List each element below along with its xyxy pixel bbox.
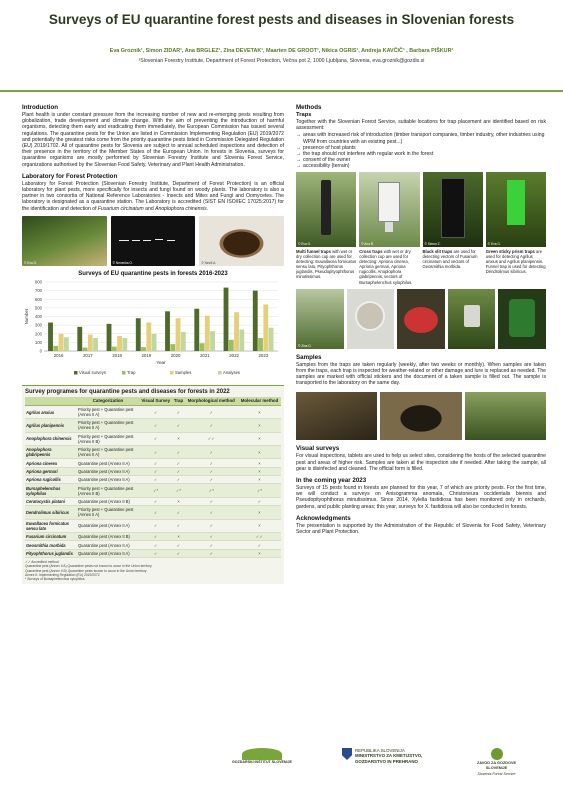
table-cell: Agrilus planipennis (25, 419, 77, 432)
bar-trap (200, 343, 205, 351)
table-cell: ✓ (172, 549, 184, 557)
lab-text: Laboratory for Forest Protection (Slovenian Forestry Institute, Department of Forest Protection) is an official laboratory for plant pests, more specifically for insects and fungi found on woody plants. The laboratory is also a partner in two consortia of National Reference Laboratories - Insects and Mites and Fungi and Oomycetes. The laboratory is designated as a quarantine station. The Laboratory is accredited (SIST EN ISO/IEC 17025:2017) for the identification and detection of Fusarium circinatum and Anoplophora chinensis. (22, 180, 284, 212)
bar-visual-surveys (165, 311, 170, 351)
bar-trap (141, 347, 146, 351)
table-cell: Apriona germari (25, 467, 77, 475)
table-cell: × (238, 476, 281, 484)
lab-photo-beetle: © Nevill A. (199, 216, 284, 266)
trap-green-prism: © Eva G. Green sticky prism traps are used for detecting Agrilus anxius and Agrilus planipennis. Funnel trap is used for detecting Dendrolimus sibiricus. (486, 172, 546, 285)
bar-visual-surveys (77, 327, 82, 351)
legend-label: Samples (175, 369, 192, 375)
trap-black-slit: © Simon Z. Black slit traps are used for detecting vectors of Fusarium circinatum and vectors of Geosmithia morbida. (423, 172, 483, 285)
table-header: Morphological method (185, 397, 238, 406)
bar-visual-surveys (136, 318, 141, 351)
x-tick-label: 2021 (199, 352, 210, 358)
bar-analyses (181, 332, 186, 351)
intro-text: Plant health is under constant pressure from the increasing number of new and re-emerging pests resulting from globalization, trade development and climate change. With the aim of preventing the introduction of harmful organisms, detecting them early and eradicating them immediately, the European Commission has issued several regulations. The quarantine pests for the Union are listed in Commission Implementing Regulation (EU) 2019/2072 and potentially the greatest risks come from the priority quarantine pests listed in Commission Delegated Regulation (EU) 2019/1702. All of quarantine pests for Slovenia are subject to annual scheduled inspections and detection of their presence in the territory of the Member States of the European Union. In forests in Slovenia, surveys for quarantine organisms are mostly performed by Slovenian Forestry Institute and Slovenia Forest Service, organizations authorised by the Slovenian Food Safety, Veterinary and Plant Health Administration. (22, 112, 284, 168)
table-cell: Ceratocystis platani (25, 497, 77, 505)
table-cell: ✓ (238, 497, 281, 505)
x-tick-label: 2022 (229, 352, 240, 358)
table-cell: Quarantine pest (Annex II A) (77, 541, 139, 549)
table-cell: ✓✓ (185, 432, 238, 445)
authors: Eva Groznik¹, Simon ZIDAR¹, Ana BRGLEZ¹, Zina DEVETAK¹, Maarten DE GROOT¹, Nikica OGRIS¹, Andreja KAVČIČ¹ , Barbara PIŠKUR¹ (109, 48, 454, 54)
table-cell: ✓ (139, 532, 172, 540)
y-tick-label: 500 (35, 305, 42, 311)
y-tick-label: 600 (35, 296, 42, 302)
table-cell: Anoplophora glabripennis (25, 445, 77, 458)
x-tick-label: 2016 (53, 352, 64, 358)
trap-multifunnel: © Eva G. Multi funnel traps with wet or dry collection cup are used for detecting: Euwallacea fornicatus sensu lato, Pityophthorus juglandis, Pseudopityophthorus minutissimus. (296, 172, 356, 285)
table-cell: ✓ (185, 519, 238, 532)
footer-logos (22, 742, 541, 792)
table-cell: Priority pest + Quarantine pest (Annex II A) (77, 506, 139, 519)
photo-stump (380, 392, 461, 440)
bullet-item: → the trap should not interfere with regular work in the forest (296, 151, 546, 157)
photo-trap-forest: © Zina D. (296, 289, 344, 349)
y-tick-label: 200 (35, 331, 42, 337)
table-cell: ✓ (185, 405, 238, 418)
bar-analyses (269, 328, 274, 351)
table-cell: × (172, 532, 184, 540)
table-cell: ✓ (139, 519, 172, 532)
x-tick-label: 2018 (112, 352, 123, 358)
table-cell: ✓ (172, 541, 184, 549)
table-cell: ✓ (139, 549, 172, 557)
table-row (25, 432, 281, 445)
table-cell: ✓ (172, 445, 184, 458)
lab-heading: Laboratory for Forest Protection (22, 172, 118, 180)
forest-service-icon (491, 748, 503, 760)
table-cell: ✓ (185, 467, 238, 475)
left-column (22, 104, 284, 584)
ministry-logo: REPUBLIKA SLOVENIJA MINISTRSTVO ZA KMETIJSTVO, GOZDARSTVO IN PREHRANO (342, 748, 422, 764)
table-cell: Priority pest + Quarantine pest (Annex II B) (77, 432, 139, 445)
trap-cross: © Ana B. Cross traps with wet or dry collection cup are used for detecting: Apriona cinerea, Apriona germari, Apriona rugicollis, Anoplophora glabripennis, vectors of Bursaphelenchus xylophilus. (359, 172, 419, 285)
table-cell: ✓ (185, 506, 238, 519)
table-cell: ✓✓ (238, 532, 281, 540)
photo-cup-forest (448, 289, 496, 349)
coming-text: Surveys of 15 pests found in forests are planned for this year, 7 of which are priority pests. For the first time, we will conduct a surveys on Anisogramma anomala, Christoneura occidentalis biennis and Pseudopityophthorus minutissimus. Since 2014, Xylella fastidiosa has been monitored only in orchards, gardens, and public planting areas; this year, surveys for X. fastidiosa will also be conducted in forests. (296, 485, 546, 510)
y-tick-label: 300 (35, 322, 42, 328)
bar-analyses (152, 334, 157, 351)
table-title: Survey programes for quarantine pests and diseases for forests in 2022 (25, 388, 230, 395)
table-cell: ✓ (172, 459, 184, 467)
table-cell: Priority pest + Quarantine pest (Annex II A) (77, 445, 139, 458)
bar-visual-surveys (253, 290, 258, 350)
traps-text: Together with the Slovenian Forest Service, suitable locations for trap placement are identified based on risk assessment: (296, 119, 546, 132)
bar-samples (263, 304, 268, 351)
table-cell: × (238, 432, 281, 445)
table-row (25, 506, 281, 519)
coming-heading: In the coming year 2023 (296, 477, 367, 485)
table-cell: ✓ (185, 532, 238, 540)
chart-svg (22, 279, 284, 379)
table-cell: ✓ (139, 432, 172, 445)
right-column (296, 104, 546, 540)
table-cell: Apriona rugicollis (25, 476, 77, 484)
table-cell: ✓ (238, 541, 281, 549)
coat-of-arms-icon (342, 748, 352, 760)
table-cell: Quarantine pest (Annex II A) (77, 467, 139, 475)
bar-analyses (64, 337, 69, 351)
table-cell: ✓ (185, 419, 238, 432)
bar-analyses (122, 338, 127, 351)
traps-bullets (296, 132, 546, 169)
y-axis-label: Number (24, 308, 29, 325)
bar-analyses (93, 338, 98, 351)
legend-swatch (122, 371, 126, 375)
visual-section (296, 445, 546, 472)
table-cell: ✓ (185, 549, 238, 557)
table-cell: × (238, 549, 281, 557)
table-cell: ✓ (139, 419, 172, 432)
poster-title: Surveys of EU quarantine forest pests and diseases in Slovenian forests (48, 12, 515, 27)
lab-section (22, 173, 284, 266)
bar-visual-surveys (224, 287, 229, 350)
forest-service-logo: ZAVOD ZA GOZDOVE SLOVENIJE Slovenia Forest Service (477, 748, 516, 777)
bar-trap (258, 338, 263, 351)
sample-photos (296, 289, 546, 349)
table-cell: Anoplophora chinensis (25, 432, 77, 445)
bar-samples (234, 312, 239, 351)
x-tick-label: 2017 (82, 352, 93, 358)
ack-text: The presentation is supported by the Administration of the Republic of Slovenia for Food Safety, Veterinary Sector and Plant Protection. (296, 522, 546, 536)
bar-samples (88, 334, 93, 350)
surveys-chart (22, 271, 284, 379)
table-cell: Quarantine pest (Annex II A) (77, 459, 139, 467)
table-cell: × (172, 432, 184, 445)
gozdis-logo-icon (242, 748, 282, 760)
table-cell: Bursaphelenchus xylophilus (25, 484, 77, 497)
legend-swatch (170, 371, 174, 375)
table-cell: ✓* (185, 484, 238, 497)
table-cell: ✓ (139, 467, 172, 475)
table-cell: ✓ (185, 476, 238, 484)
table-row (25, 519, 281, 532)
table-cell: ✓ (172, 419, 184, 432)
table-row (25, 497, 281, 505)
y-tick-label: 0 (39, 348, 42, 354)
table-row (25, 541, 281, 549)
lab-photos (22, 216, 284, 266)
y-tick-label: 100 (35, 339, 42, 345)
table-cell: × (172, 497, 184, 505)
table-cell: Priority pest + Quarantine pest (Annex II A) (77, 405, 139, 418)
table-cell: ✓ (139, 405, 172, 418)
table-row (25, 459, 281, 467)
methods-section (296, 104, 546, 349)
table-cell: × (238, 459, 281, 467)
table-header: Trap (173, 398, 184, 404)
photo-sampling-tree (465, 392, 546, 440)
table-cell: Agrilus anxius (25, 405, 77, 418)
methods-heading: Methods (296, 104, 322, 111)
bullet-item: → presence of host plants (296, 145, 546, 151)
table-cell: × (238, 506, 281, 519)
table-row (25, 484, 281, 497)
bar-trap (83, 347, 88, 350)
table-cell: ✓ (139, 541, 172, 549)
affiliation: ¹Slovenian Forestry Institute, Department of Forest Protection, Večna pot 2, 1000 Ljubljana, Slovenia, eva.groznik@gozdis.si (138, 58, 425, 64)
table-header: Visual Survey (139, 397, 172, 406)
table-cell: ✓ (139, 476, 172, 484)
poster-header (0, 0, 563, 92)
bar-samples (117, 336, 122, 351)
table-cell: ✓ (185, 459, 238, 467)
visual-photos (296, 392, 546, 440)
table-cell: Pityophthorus juglandis (25, 549, 77, 557)
table-cell: Dendrolimus sibiricus (25, 506, 77, 519)
table-row (25, 467, 281, 475)
table-cell: × (238, 445, 281, 458)
bar-trap (53, 346, 58, 351)
samples-text: Samples from the traps are taken regularly (weekly, after two weeks or monthly). When samples are taken from the traps, each trap is inspected for weather-related or other damage and lure is replaced as needed. The samples are marked with official stickers and the document of a taken sample is filled out. The sample is transported to the laboratory on the same day. (296, 361, 546, 387)
legend-label: Trap (127, 369, 136, 375)
table-cell: ✓ (185, 497, 238, 505)
survey-table-box (22, 385, 284, 584)
table-cell: Quarantine pest (Annex II A) (77, 549, 139, 557)
y-tick-label: 400 (35, 313, 42, 319)
legend-swatch (74, 371, 78, 375)
bar-trap (229, 340, 234, 351)
coming-section (296, 477, 546, 510)
table-cell: ✓ (185, 445, 238, 458)
y-tick-label: 800 (35, 279, 42, 285)
bar-samples (146, 322, 151, 350)
samples-section (296, 354, 546, 441)
legend-swatch (218, 371, 222, 375)
ack-section (296, 515, 546, 535)
legend-label: Analyses (223, 369, 240, 375)
table-cell: ✓* (172, 484, 184, 497)
photo-green-trap (498, 289, 546, 349)
photo-sample-jar (397, 289, 445, 349)
chart-title: Surveys of EU quarantine pests in forests 2016-2023 (78, 270, 228, 277)
bar-samples (176, 318, 181, 351)
photo-bark (296, 392, 377, 440)
table-cell: × (238, 519, 281, 532)
bar-visual-surveys (48, 322, 53, 350)
lab-photo-gel: © Nevenka O. (111, 216, 196, 266)
survey-table (25, 397, 281, 558)
table-cell: Geosmithia morbida (25, 541, 77, 549)
table-cell: Apriona cinerea (25, 459, 77, 467)
lab-photo-sampling: © Eva G. (22, 216, 107, 266)
table-cell: × (238, 405, 281, 418)
bullet-item: → areas with increased risk of introduction (timber transport companies, timber industry, other industries using WPM from countries with an existing pest...) (296, 132, 546, 144)
table-notes: ✓✓ Accredited method Quarantine pest (Annex II A) Quarantine pests not known to occur in the Union territory Quarantine pest (Annex II B) Quarantine pests known to occur in the Union territory Annex II: Implementing Regulation (EU) 2019/2072 * Surveys of Bursaphelenchus xylophilus (25, 560, 152, 581)
table-cell: ✓ (139, 506, 172, 519)
trap-photos (296, 172, 546, 285)
table-header: Categorization (77, 397, 139, 406)
table-row (25, 532, 281, 540)
table-row (25, 405, 281, 418)
x-tick-label: 2020 (170, 352, 181, 358)
table-cell: × (238, 467, 281, 475)
ack-heading: Acknowledgments (296, 514, 351, 522)
table-row (25, 445, 281, 458)
table-cell: Fusarium circinatum (25, 532, 77, 540)
intro-heading: Introduction (22, 104, 59, 111)
bar-analyses (210, 331, 215, 351)
table-cell: ✓ (139, 445, 172, 458)
table-row (25, 549, 281, 557)
table-cell: ✓ (172, 405, 184, 418)
table-header: Molecular method (238, 397, 281, 406)
y-tick-label: 700 (35, 287, 42, 293)
table-cell: ✓ (185, 541, 238, 549)
x-tick-label: 2019 (141, 352, 152, 358)
table-cell: Priority pest + Quarantine pest (Annex II B) (77, 484, 139, 497)
table-cell: Euwallacea fornicatus sensu lato (25, 519, 77, 532)
table-cell: Quarantine pest (Annex II B) (77, 497, 139, 505)
photo-collection-cup (347, 289, 395, 349)
bar-analyses (239, 329, 244, 351)
visual-text: For visual inspections, tablets are used to help us select sites, considering the hosts of the selected quarantine pest and areas of higher risk. Samples are taken at the inspection site if needed. After taking the sample, all gear is disinfected and cleaned. The official form is filled. (296, 453, 546, 472)
intro-section (22, 104, 284, 168)
table-cell: Quarantine pest (Annex II A) (77, 519, 139, 532)
traps-heading: Traps (296, 112, 312, 118)
bullet-item: → accessibility (terrain) (296, 163, 546, 169)
bar-trap (112, 347, 117, 351)
table-cell: Quarantine pest (Annex II A) (77, 476, 139, 484)
table-cell: ✓* (238, 484, 281, 497)
samples-heading: Samples (296, 353, 322, 361)
table-header (25, 397, 77, 406)
table-cell: ✓ (139, 497, 172, 505)
bar-visual-surveys (107, 324, 112, 351)
legend-label: Visual surveys (79, 369, 106, 375)
bar-samples (205, 315, 210, 350)
bar-trap (170, 344, 175, 351)
x-axis-label: Year (156, 359, 166, 365)
table-cell: ✓ (172, 476, 184, 484)
table-cell: × (238, 419, 281, 432)
table-cell: Quarantine pest (Annex II B) (77, 532, 139, 540)
table-row (25, 476, 281, 484)
table-cell: Priority pest + Quarantine pest (Annex II A) (77, 419, 139, 432)
bar-visual-surveys (194, 309, 199, 351)
visual-heading: Visual surveys (296, 445, 340, 453)
table-cell: ✓ (172, 519, 184, 532)
x-tick-label: 2023 (258, 352, 269, 358)
bar-samples (59, 334, 64, 351)
bullet-item: → consent of the owner (296, 157, 546, 163)
table-row (25, 419, 281, 432)
table-cell: ✓* (139, 484, 172, 497)
table-cell: ✓ (172, 506, 184, 519)
table-cell: ✓ (172, 467, 184, 475)
gozdis-logo: GOZDARSKI INŠTITUT SLOVENIJE (232, 748, 292, 765)
table-cell: ✓ (139, 459, 172, 467)
